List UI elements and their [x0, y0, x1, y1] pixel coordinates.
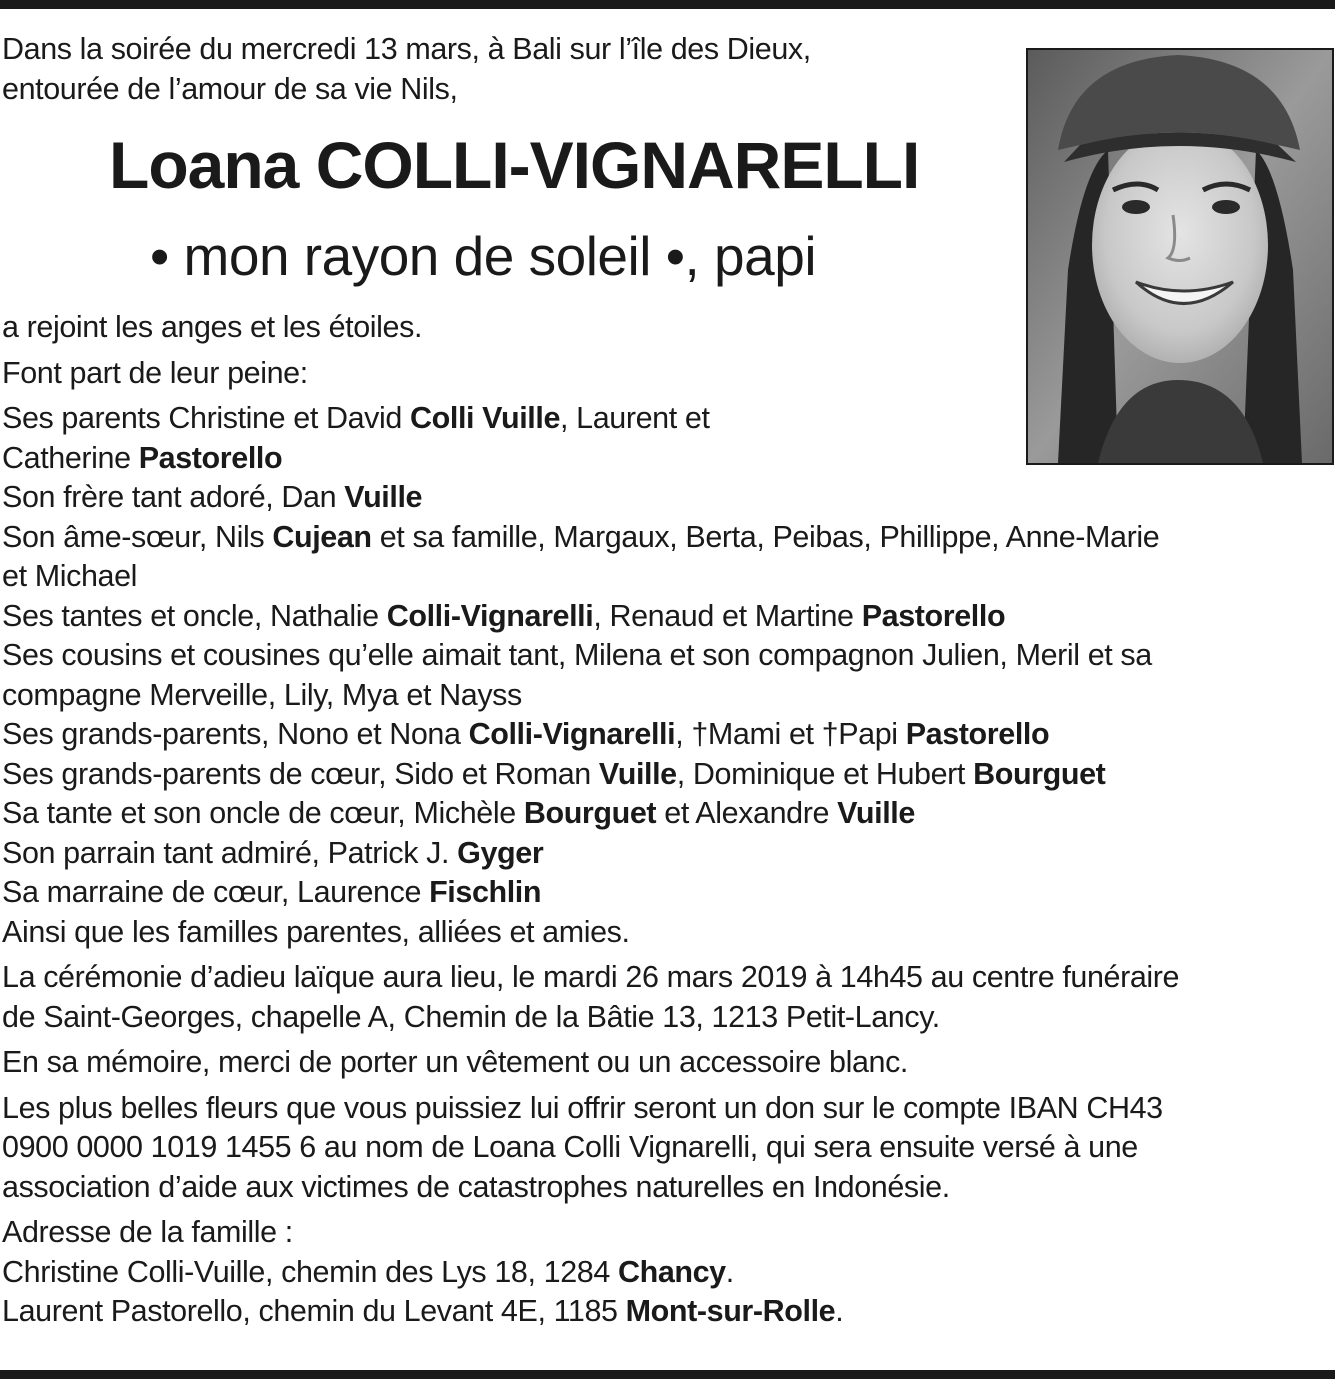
notice-line	[2, 1253, 1335, 1293]
notice-line	[2, 478, 1335, 518]
notice-line	[2, 1128, 1335, 1168]
intro-line: entourée de l’amour de sa vie Nils,	[2, 71, 458, 106]
line-text: Catherine	[2, 440, 139, 475]
notice-line	[2, 958, 1335, 998]
line-text: Ses grands-parents, Nono et Nona	[2, 717, 469, 751]
surname-bold: Colli-Vignarelli	[386, 598, 594, 633]
surname-bold: Bourguet	[523, 796, 657, 830]
line-text: En sa mémoire, merci de porter un vêtement ou un accessoire blanc.	[2, 1045, 908, 1079]
line-text: , Laurent et	[560, 401, 710, 435]
line-text: Laurent Pastorello, chemin du Levant 4E, 1185	[2, 1294, 626, 1328]
notice-line	[2, 518, 1335, 558]
line-text: a rejoint les anges et les étoiles.	[2, 310, 423, 344]
line-text: Ses grands-parents de cœur, Sido et Roman	[2, 756, 599, 791]
line-text: .	[835, 1294, 844, 1328]
line-text: Christine Colli-Vuille, chemin des Lys 18, 1284	[2, 1254, 618, 1289]
line-text: Son parrain tant admiré, Patrick J.	[2, 835, 458, 870]
line-text: Son âme-sœur, Nils	[2, 519, 273, 554]
notice-line	[2, 873, 1335, 913]
surname-bold: Fischlin	[429, 875, 542, 909]
notice-line	[2, 1089, 1335, 1129]
surname-bold: Bourguet	[973, 756, 1106, 791]
surname-bold: Gyger	[457, 835, 544, 870]
surname-bold: Chancy	[617, 1254, 726, 1289]
surname-bold: Colli Vuille	[410, 401, 561, 435]
notice-line	[2, 676, 1335, 716]
line-text: 0900 0000 1019 1455 6 au nom de Loana Colli Vignarelli, qui sera ensuite versé à une	[2, 1130, 1138, 1164]
top-rule	[0, 0, 1335, 9]
line-text: Ses cousins et cousines qu’elle aimait tant, Milena et son compagnon Julien, Meril et sa	[2, 638, 1152, 672]
line-text: , †Mami et †Papi	[675, 717, 906, 751]
notice-line	[2, 715, 1335, 755]
surname-bold: Vuille	[344, 480, 423, 514]
notice-line	[2, 636, 1335, 676]
deceased-name: Loana COLLI-VIGNARELLI	[109, 128, 920, 202]
line-text: et Michael	[2, 559, 138, 593]
portrait-image	[1028, 50, 1332, 463]
notice-line	[2, 834, 1335, 874]
line-text: association d’aide aux victimes de catastrophes naturelles en Indonésie.	[2, 1169, 950, 1204]
notice-line	[2, 597, 1335, 637]
notice-line	[2, 913, 1335, 953]
intro-line: Dans la soirée du mercredi 13 mars, à Bali sur l’île des Dieux,	[2, 32, 811, 66]
notice-line	[2, 1213, 1335, 1253]
line-text: Ses parents Christine et David	[2, 401, 411, 435]
bottom-rule	[0, 1370, 1335, 1379]
line-text: Sa marraine de cœur, Laurence	[2, 875, 430, 909]
line-text: Son frère tant adoré, Dan	[2, 480, 345, 514]
line-text: .	[725, 1254, 734, 1289]
surname-bold: Pastorello	[138, 440, 283, 475]
surname-bold: Pastorello	[861, 598, 1006, 633]
surname-bold: Colli-Vignarelli	[468, 717, 676, 751]
surname-bold: Cujean	[272, 519, 372, 554]
line-text: Sa tante et son oncle de cœur, Michèle	[2, 796, 524, 830]
notice-line	[2, 1043, 1335, 1083]
surname-bold: Pastorello	[905, 717, 1050, 751]
line-text: Ses tantes et oncle, Nathalie	[2, 598, 387, 633]
notice-line	[2, 557, 1335, 597]
surname-bold: Vuille	[837, 796, 915, 830]
line-text: de Saint-Georges, chapelle A, Chemin de la Bâtie 13, 1213 Petit-Lancy.	[2, 999, 940, 1034]
surname-bold: Vuille	[598, 756, 677, 791]
line-text: et sa famille, Margaux, Berta, Peibas, Phillippe, Anne-Marie	[371, 519, 1160, 554]
line-text: , Dominique et Hubert	[676, 756, 974, 791]
notice-line	[2, 998, 1335, 1038]
line-text: , Renaud et Martine	[593, 598, 862, 633]
surname-bold: Mont-sur-Rolle	[625, 1294, 836, 1328]
notice-line	[2, 794, 1335, 834]
portrait-photo	[1026, 48, 1334, 465]
notice-line	[2, 1168, 1335, 1208]
line-text: Adresse de la famille :	[2, 1215, 293, 1249]
line-text: et Alexandre	[656, 796, 838, 830]
line-text: compagne Merveille, Lily, Mya et Nayss	[2, 677, 522, 712]
dedication-subtitle: • mon rayon de soleil •, papi	[150, 225, 817, 287]
line-text: La cérémonie d’adieu laïque aura lieu, le mardi 26 mars 2019 à 14h45 au centre funéraire	[2, 960, 1180, 994]
line-text: Font part de leur peine:	[2, 355, 308, 390]
notice-line	[2, 755, 1335, 795]
notice-line	[2, 1292, 1335, 1332]
line-text: Ainsi que les familles parentes, alliées et amies.	[2, 914, 630, 949]
intro-text	[2, 30, 1002, 109]
line-text: Les plus belles fleurs que vous puissiez lui offrir seront un don sur le compte IBAN CH43	[2, 1090, 1163, 1125]
